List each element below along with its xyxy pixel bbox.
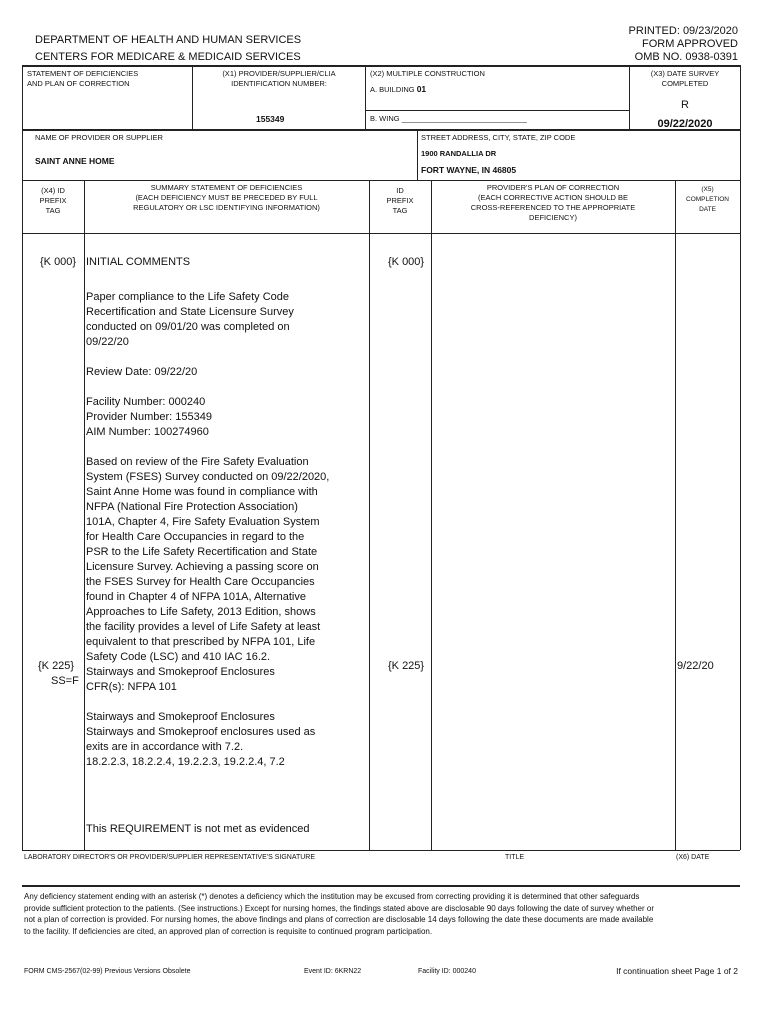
address-label: STREET ADDRESS, CITY, STATE, ZIP CODE (421, 133, 576, 142)
paragraph-facility-ids (86, 395, 368, 440)
date-survey-label: (X3) DATE SURVEY COMPLETED (650, 69, 720, 88)
multiple-construction-label: (X2) MULTIPLE CONSTRUCTION (370, 69, 485, 78)
provider-name-label: NAME OF PROVIDER OR SUPPLIER (35, 133, 163, 142)
continuation-sheet: If continuation sheet Page 1 of 2 (616, 966, 738, 976)
summary-line: PSR to the Life Safety Recertification and State (86, 546, 318, 558)
requirement-not-met: This REQUIREMENT is not met as evidenced (86, 823, 310, 835)
summary-line: Facility Number: 000240 (86, 396, 206, 408)
summary-line: Recertification and State Licensure Survey (86, 306, 294, 318)
paragraph-k225-title (86, 665, 368, 695)
title-label: TITLE (505, 854, 525, 861)
completion-date: 9/22/20 (677, 660, 714, 672)
summary-line: for Health Care Occupancies in regard to the (86, 531, 305, 543)
centers-title: CENTERS FOR MEDICARE & MEDICAID SERVICES (35, 51, 301, 63)
tag-k225-right: {K 225} (388, 660, 425, 672)
paragraph-review-date (86, 365, 368, 380)
omb-number: OMB NO. 0938-0391 (634, 51, 738, 63)
summary-line: exits are in accordance with 7.2. (86, 741, 244, 753)
summary-line: Stairways and Smokeproof enclosures used as (86, 726, 316, 738)
summary-line: System (FSES) Survey conducted on 09/22/2020, (86, 471, 330, 483)
summary-line: Safety Code (LSC) and 410 IAC 16.2. (86, 651, 271, 663)
summary-body (86, 290, 368, 785)
date-label: (X6) DATE (676, 854, 710, 861)
tag-k000-right: {K 000} (388, 256, 425, 268)
paragraph-stairways (86, 710, 368, 770)
building-field: A. BUILDING 01 (370, 84, 427, 94)
summary-line: 18.2.2.3, 18.2.2.4, 19.2.2.3, 19.2.2.4, 7.2 (86, 756, 285, 768)
provider-id-label: (X1) PROVIDER/SUPPLIER/CLIA IDENTIFICATION NUMBER: (222, 69, 336, 88)
id-header: ID PREFIX TAG (386, 186, 414, 215)
summary-line: found in Chapter 4 of NFPA 101A, Alternative (86, 591, 306, 603)
printed-date: PRINTED: 09/23/2020 (628, 25, 738, 37)
event-id: Event ID: 6KRN22 (304, 968, 362, 975)
summary-line: the FSES Survey for Health Care Occupancies (86, 576, 315, 588)
summary-line: Approaches to Life Safety, 2013 Edition, shows (86, 606, 316, 618)
wing-field: B. WING ______________________________ (370, 114, 527, 123)
summary-line: 09/22/20 (86, 336, 129, 348)
summary-line: Provider Number: 155349 (86, 411, 212, 423)
department-title: DEPARTMENT OF HEALTH AND HUMAN SERVICES (35, 34, 302, 46)
summary-line: Stairways and Smokeproof Enclosures (86, 711, 275, 723)
summary-line: 101A, Chapter 4, Fire Safety Evaluation System (86, 516, 320, 528)
summary-line: Licensure Survey. Achieving a passing score on (86, 561, 319, 573)
signature-label: LABORATORY DIRECTOR'S OR PROVIDER/SUPPLIER REPRESENTATIVE'S SIGNATURE (24, 854, 316, 861)
provider-number: 155349 (256, 114, 285, 124)
tag-k000-left: {K 000} (40, 256, 77, 268)
summary-line: Saint Anne Home was found in compliance with (86, 486, 318, 498)
address-street: 1900 RANDALLIA DR (421, 149, 497, 158)
facility-id: Facility ID: 000240 (418, 968, 476, 975)
summary-line: NFPA (National Fire Protection Association) (86, 501, 298, 513)
summary-line: Stairways and Smokeproof Enclosures (86, 666, 275, 678)
paragraph-fses (86, 455, 368, 665)
summary-line: equivalent to that prescribed by NFPA 101, Life (86, 636, 316, 648)
form-id: FORM CMS-2567(02-99) Previous Versions Obsolete (24, 968, 191, 975)
summary-line: conducted on 09/01/20 was completed on (86, 321, 290, 333)
summary-line: Based on review of the Fire Safety Evaluation (86, 456, 309, 468)
form-approved: FORM APPROVED (642, 38, 738, 50)
provider-name: SAINT ANNE HOME (35, 156, 115, 166)
x5-header: (X5) COMPLETION DATE (686, 186, 729, 213)
summary-line: Review Date: 09/22/20 (86, 366, 198, 378)
survey-date: 09/22/2020 (657, 118, 713, 130)
plan-header: PROVIDER'S PLAN OF CORRECTION (EACH CORRECTIVE ACTION SHOULD BE CROSS-REFERENCED TO THE APPROPRIATE DEFICIENCY) (470, 183, 636, 222)
survey-type: R (681, 99, 689, 111)
summary-line: the facility provides a level of Life Safety at least (86, 621, 321, 633)
initial-comments-heading: INITIAL COMMENTS (86, 256, 191, 268)
summary-header: SUMMARY STATEMENT OF DEFICIENCIES (EACH DEFICIENCY MUST BE PRECEDED BY FULL REGULATORY OR LSC IDENTIFYING INFORMATION) (133, 183, 320, 212)
x4-header: (X4) ID PREFIX TAG (39, 186, 67, 215)
summary-line: Paper compliance to the Life Safety Code (86, 291, 290, 303)
statement-label: STATEMENT OF DEFICIENCIES AND PLAN OF CORRECTION (27, 69, 139, 88)
disclaimer: Any deficiency statement ending with an asterisk (*) denotes a deficiency which the institution may be excused from correcting providing it is determined that other safeguards provide sufficient protection to the patients. (See instructions.) Except for nursing homes, the findings stated above are disclosable 90 days following the date of survey whether or not a plan of correction is provided. For nursing homes, the above findings and plans of correction are disclosable 14 days following the date these documents are made available to the facility. If deficiencies are cited, an approved plan of correction is requisite to continued program participation. (24, 892, 654, 936)
scope-severity: SS=F (51, 675, 79, 687)
summary-line: CFR(s): NFPA 101 (86, 681, 177, 693)
tag-k225-left: {K 225} (38, 660, 75, 672)
summary-line: AIM Number: 100274960 (86, 426, 209, 438)
paragraph-compliance (86, 290, 368, 350)
address-city: FORT WAYNE, IN 46805 (421, 165, 517, 175)
